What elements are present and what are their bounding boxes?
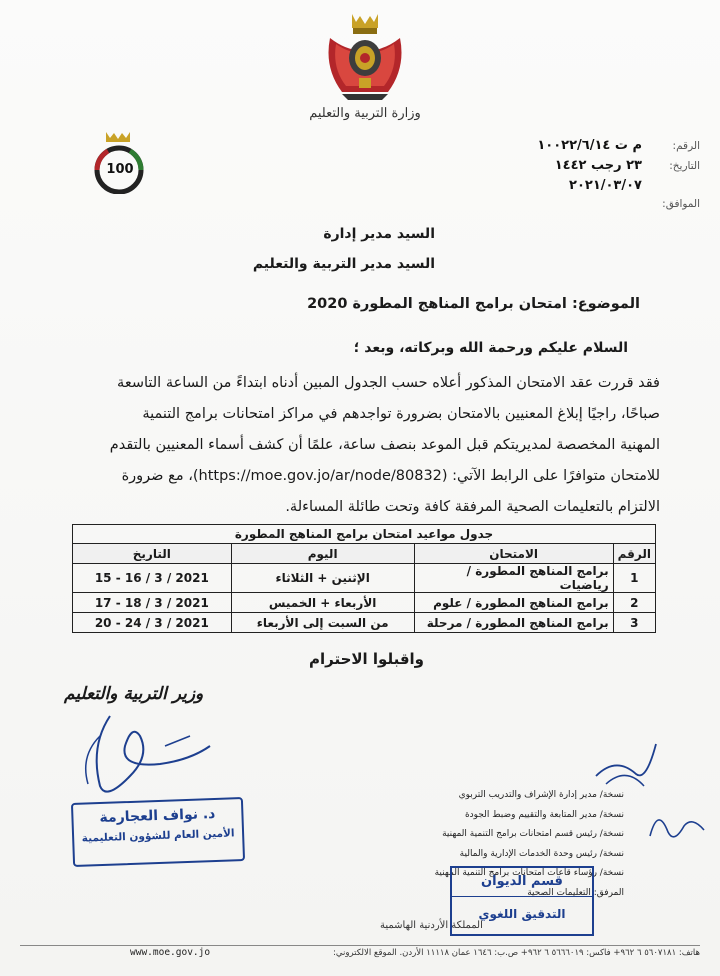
copy-item: نسخة/ رئيس وحدة الخدمات الإدارية والمالية bbox=[459, 848, 624, 859]
initials-signature-2-icon bbox=[644, 796, 710, 848]
reference-block bbox=[490, 138, 700, 218]
stamp-title: الأمين العام للشؤون التعليمية bbox=[81, 827, 235, 845]
closing-line: واقبلوا الاحترام bbox=[308, 650, 424, 668]
row-exam: برامج المناهج المطورة / علوم bbox=[414, 593, 613, 613]
row-day: الأربعاء + الخميس bbox=[231, 593, 414, 613]
row-date: 15 - 16 / 3 / 2021 bbox=[73, 564, 232, 593]
attachment-line: المرفق: التعليمات الصحية bbox=[527, 887, 624, 898]
centenary-number: 100 bbox=[106, 162, 134, 177]
body-line: الالتزام بالتعليمات الصحية المرفقة كافة وتحت طائلة المساءلة. bbox=[285, 499, 660, 515]
row-exam: برامج المناهج المطورة / رياضيات bbox=[414, 564, 613, 593]
stamp-name: د. نواف العجارمة bbox=[99, 805, 216, 827]
diwan-stamp-line-1: قسم الديوان bbox=[452, 868, 592, 897]
ref-date-label: التاريخ: bbox=[669, 160, 700, 172]
footer-contact: هاتف: ٥٦٠٧١٨١ ٦ ٩٦٢+ فاكس: ٥٦٦٦٠١٩ ٦ ٩٦٢+ ص.ب: ١٦٤٦ عمان ١١١١٨ الأردن. الموقع الالكتروني: bbox=[333, 948, 700, 958]
header-number: الرقم bbox=[613, 544, 655, 564]
header-exam: الامتحان bbox=[414, 544, 613, 564]
ref-number-value: م ت ١٠٠٢٢/٦/١٤ bbox=[537, 138, 642, 153]
recipient-line-1: السيد مدير إدارة bbox=[323, 226, 435, 242]
ref-greg-date: ٢٠٢١/٠٣/٠٧ bbox=[569, 178, 642, 193]
signatory-title: وزير التربية والتعليم bbox=[64, 684, 204, 704]
table-row bbox=[73, 564, 656, 593]
row-number: 2 bbox=[613, 593, 655, 613]
body-line: صباحًا، راجيًا إبلاغ المعنيين بالامتحان بضرورة تواجدهم في مراكز امتحانات برامج التنمية bbox=[142, 406, 660, 422]
minister-signature-icon bbox=[70, 706, 220, 806]
ref-number-label: الرقم: bbox=[672, 140, 700, 152]
copy-item: نسخة/ رئيس قسم امتحانات برامج التنمية المهنية bbox=[442, 829, 624, 839]
ministry-logo-text: وزارة التربية والتعليم bbox=[309, 106, 421, 121]
row-number: 1 bbox=[613, 564, 655, 593]
row-day: من السبت إلى الأربعاء bbox=[231, 613, 414, 633]
signatory-stamp bbox=[71, 797, 245, 867]
recipient-line-2: السيد مدير التربية والتعليم bbox=[252, 256, 435, 272]
row-date: 20 - 24 / 3 / 2021 bbox=[73, 613, 232, 633]
centenary-logo bbox=[88, 128, 150, 194]
header-date: التاريخ bbox=[73, 544, 232, 564]
row-number: 3 bbox=[613, 613, 655, 633]
copy-item: نسخة/ رؤساء قاعات امتحانات برامج التنمية المهنية bbox=[434, 868, 624, 878]
row-exam: برامج المناهج المطورة / مرحلة bbox=[414, 613, 613, 633]
schedule-grid bbox=[72, 543, 656, 633]
row-day: الإثنين + الثلاثاء bbox=[231, 564, 414, 593]
ref-hijri-date: ٢٣ رجب ١٤٤٢ bbox=[554, 158, 642, 173]
schedule-table bbox=[72, 524, 656, 633]
subject-line: الموضوع: امتحان برامج المناهج المطورة 2020 bbox=[307, 296, 640, 312]
body-line: فقد قررت عقد الامتحان المذكور أعلاه حسب الجدول المبين أدناه ابتداءً من الساعة التاسعة bbox=[117, 375, 660, 391]
table-row bbox=[73, 593, 656, 613]
table-row bbox=[73, 613, 656, 633]
body-line-with-link: للامتحان متوافرًا على الرابط الآتي: (https://moe.gov.jo/ar/node/80832)، مع ضرورة bbox=[121, 468, 660, 484]
diwan-stamp-line-2: التدقيق اللغوي bbox=[478, 907, 566, 921]
copy-item: نسخة/ مدير المتابعة والتقييم وضبط الجودة bbox=[464, 809, 624, 820]
row-date: 17 - 18 / 3 / 2021 bbox=[73, 593, 232, 613]
copy-item: نسخة/ مدير إدارة الإشراف والتدريب التربوي bbox=[458, 790, 624, 800]
ref-corresponding-label: الموافق: bbox=[662, 198, 700, 210]
royal-emblem-icon bbox=[322, 8, 408, 100]
table-header-row bbox=[73, 544, 656, 564]
body-line: المهنية المخصصة لمديريتكم قبل الموعد بنصف ساعة، علمًا أن كشف أسماء المعنيين بالتقدم bbox=[109, 437, 660, 453]
table-caption: جدول مواعيد امتحان برامج المناهج المطورة bbox=[72, 524, 656, 543]
header-day: اليوم bbox=[231, 544, 414, 564]
footer-divider bbox=[20, 945, 700, 946]
centenary-ring-icon bbox=[88, 128, 150, 194]
footer-website: www.moe.gov.jo bbox=[130, 947, 211, 958]
body-paragraph bbox=[74, 368, 660, 523]
greeting: السلام عليكم ورحمة الله وبركاته، وبعد ؛ bbox=[353, 340, 628, 356]
footer-kingdom: المملكة الأردنية الهاشمية bbox=[380, 920, 483, 931]
